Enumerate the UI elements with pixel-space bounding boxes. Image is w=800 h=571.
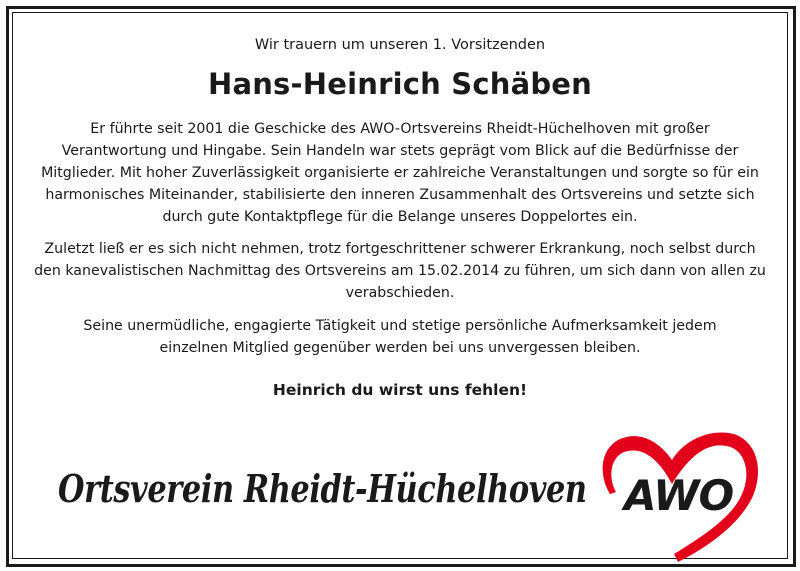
intro-line: Wir trauern um unseren 1. Vorsitzenden (254, 37, 546, 53)
organization-name: Ortsverein Rheidt-Hüchelhoven (58, 466, 587, 511)
paragraph-last-event: Zuletzt ließ er es sich nicht nehmen, trotz fortgeschrittener schwerer Erkrankung, noch selbst durch den kanevalistischen Nachmittag des Ortsvereins am 15.02.2014 zu führen, um sich dann von allen zu verabschieden. (34, 241, 766, 301)
paragraph-remembrance: Seine unermüdliche, engagierte Tätigkeit und stetige persönliche Aufmerksamkeit jedem einzelnen Mitglied gegenüber werden bei uns unvergessen bleiben. (83, 318, 717, 356)
paragraph-tribute: Er führte seit 2001 die Geschicke des AWO-Ortsvereins Rheidt-Hüchelhoven mit großer Verantwortung und Hingabe. Sein Handeln war stets geprägt vom Blick auf die Bedürfnisse der Mitglieder. Mit hoher Zuverlässigkeit organisierte er zahlreiche Veranstaltungen und sorgte so für ein harmonisches Miteinander, stabilisierte den inneren Zusammenhalt des Ortsvereins und setzte sich durch gute Kontaktpflege für die Belange unseres Doppelortes ein. (41, 121, 759, 225)
logo-text: AWO (624, 471, 734, 520)
deceased-name: Hans-Heinrich Schäben (207, 67, 593, 101)
closing-line: Heinrich du wirst uns fehlen! (272, 381, 528, 399)
obituary-notice (20, 20, 780, 401)
awo-logo (592, 428, 768, 564)
